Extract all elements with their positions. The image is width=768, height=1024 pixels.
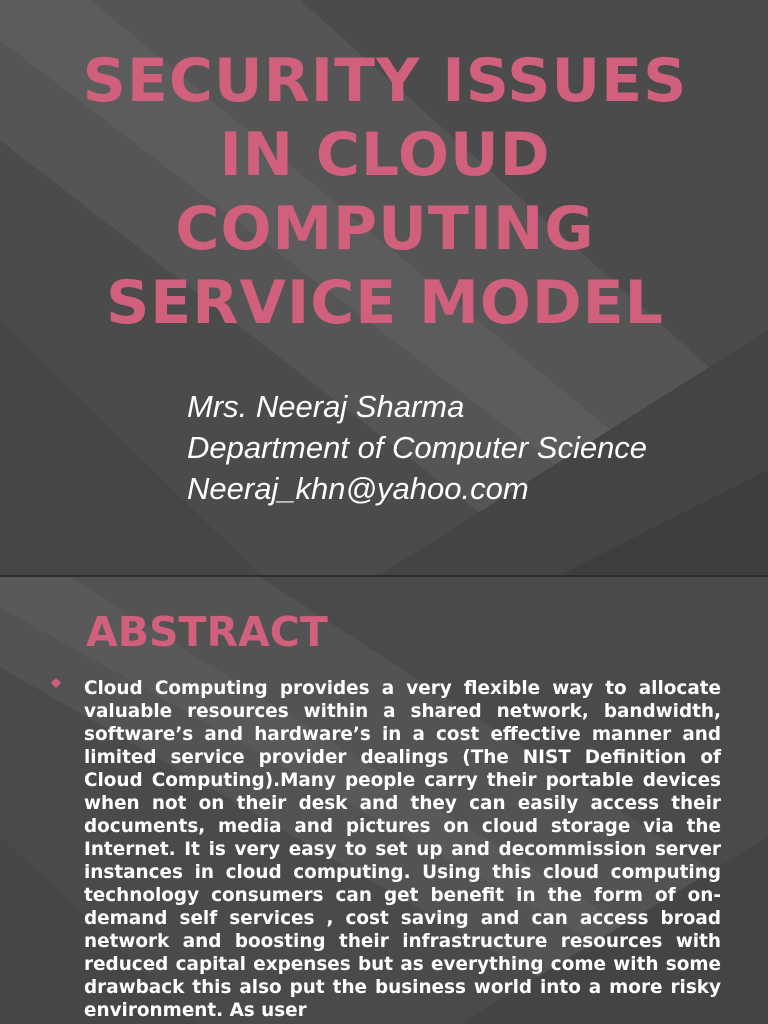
- title-line-3: COMPUTING: [175, 194, 595, 264]
- author-name: Mrs. Neeraj Sharma: [187, 389, 465, 424]
- title-line-1: SECURITY ISSUES: [82, 46, 688, 116]
- diamond-bullet-icon: [50, 677, 62, 689]
- author-department: Department of Computer Science: [187, 430, 648, 465]
- author-block: [187, 386, 647, 509]
- section-heading: ABSTRACT: [86, 608, 328, 656]
- title-line-4: SERVICE MODEL: [106, 268, 664, 338]
- abstract-paragraph: Cloud Computing provides a very flexible way to allocate valuable resources within a shared network, bandwidth, software’s and hardware’s in a cost effective manner and limited service provider dealings (The NIST Definition of Cloud Computing).Many people carry their portable devices when not on their desk and they can easily access their documents, media and pictures on cloud storage via the Internet. It is very easy to set up and decommission server instances in cloud computing. Using this cloud computing technology consumers can get benefit in the form of on-demand self services , cost saving and can access broad network and boosting their infrastructure resources with reduced capital expenses but as everything come with some drawback this also put the business world into a more risky environment. As user: [84, 678, 721, 1021]
- abstract-slide: [0, 577, 768, 1024]
- title-line-2: IN CLOUD: [219, 120, 551, 190]
- slide-title: [40, 44, 730, 340]
- author-email: Neeraj_khn@yahoo.com: [187, 471, 529, 506]
